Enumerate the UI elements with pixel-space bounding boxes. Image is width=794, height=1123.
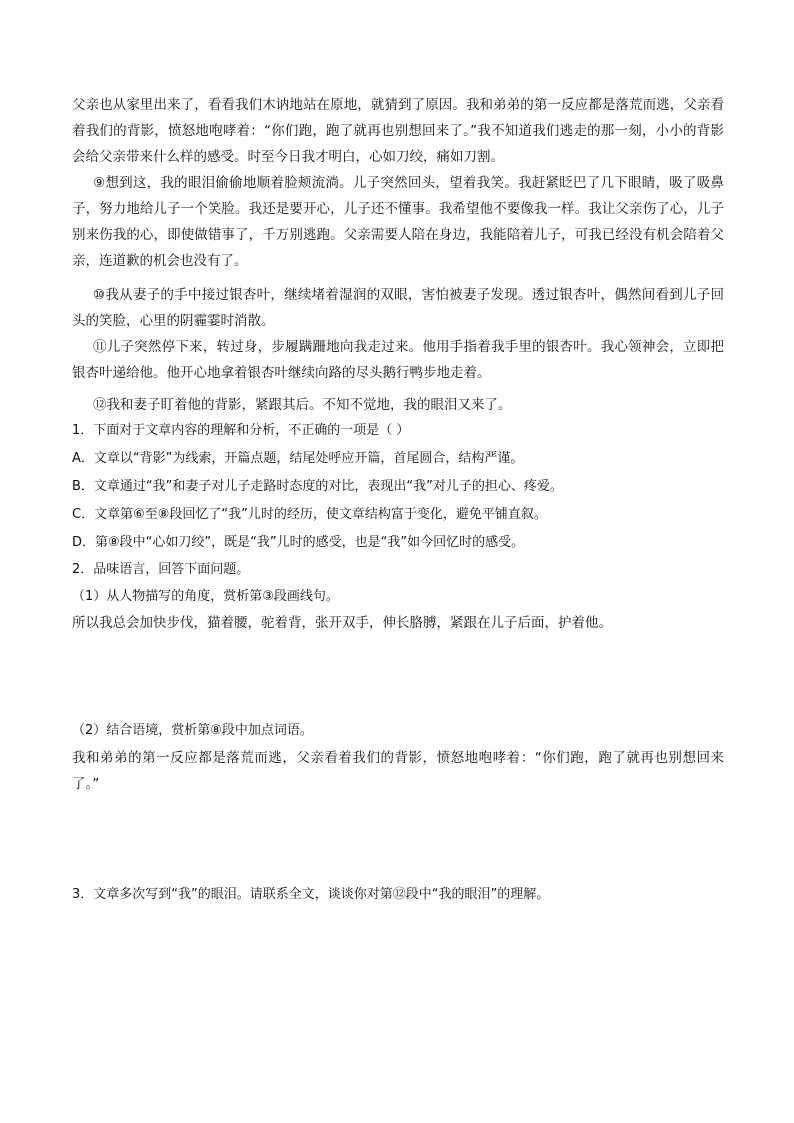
question-1-option-a: A．文章以“背影”为线索，开篇点题，结尾处呼应开篇，首尾圆合，结构严谨。 <box>72 451 524 466</box>
answer-space-3[interactable] <box>72 912 724 1062</box>
answer-space-2-2[interactable] <box>72 800 724 875</box>
question-3-stem: 3．文章多次写到“我”的眼泪。请联系全文，谈谈你对第⑫段中“我的眼泪”的理解。 <box>72 887 550 902</box>
passage-paragraph-8-continued: 父亲也从家里出来了，看看我们木讷地站在原地，就猜到了原因。我和弟弟的第一反应都是落荒而逃，父亲看着我们的背影，愤怒地咆哮着：“你们跑，跑了就再也别想回来了。”我不知道我们逃走的那一刻，小小的背影会给父亲带来什么样的感受。时至今日我才明白，心如刀绞，痛如刀割。 <box>72 97 724 165</box>
question-1-stem: 1．下面对于文章内容的理解和分析，不正确的一项是（ ） <box>72 423 410 438</box>
question-2-stem: 2．品味语言，回答下面问题。 <box>72 562 250 577</box>
question-2-sub1-stem: （1）从人物描写的角度，赏析第③段画线句。 <box>72 589 339 604</box>
question-1-option-d: D．第⑧段中“心如刀绞”，既是“我”儿时的感受，也是“我”如今回忆时的感受。 <box>72 535 525 550</box>
answer-space-2-1[interactable] <box>72 640 724 710</box>
question-1-option-c: C．文章第⑥至⑧段回忆了“我”儿时的经历，使文章结构富于变化，避免平铺直叙。 <box>72 507 547 522</box>
question-1-option-b: B．文章通过“我”和妻子对儿子走路时态度的对比，表现出“我”对儿子的担心、疼爱。 <box>72 479 563 494</box>
passage-paragraph-12: ⑫我和妻子盯着他的背影，紧跟其后。不知不觉地，我的眼泪又来了。 <box>93 397 512 413</box>
passage-paragraph-11: ⑪儿子突然停下来，转过身，步履蹒跚地向我走过来。他用手指着我手里的银杏叶。我心领神会，立即把银杏叶递给他。他开心地拿着银杏叶继续向路的尽头鹅行鸭步地走着。 <box>72 339 724 381</box>
question-2-sub2-quote: 我和弟弟的第一反应都是落荒而逃，父亲看着我们的背影，愤怒地咆哮着：“你们跑，跑了就再也别想回来了。” <box>72 750 724 792</box>
question-2-sub2-stem: （2）结合语境，赏析第⑧段中加点词语。 <box>72 723 313 738</box>
passage-paragraph-9: ⑨想到这，我的眼泪偷偷地顺着脸颊流淌。儿子突然回头，望着我笑。我赶紧眨巴了几下眼睛，吸了吸鼻子，努力地给儿子一个笑脸。我还是要开心，儿子还不懂事。我希望他不要像我一样。我让父亲伤了心，儿子别来伤我的心，即使做错事了，千万别逃跑。父亲需要人陪在身边，我能陪着儿子，可我已经没有机会陪着父亲，连道歉的机会也没有了。 <box>72 175 724 269</box>
passage-paragraph-10: ⑩我从妻子的手中接过银杏叶，继续堵着湿润的双眼，害怕被妻子发现。透过银杏叶，偶然间看到儿子回头的笑脸，心里的阴霾霎时消散。 <box>72 287 724 329</box>
question-2-sub1-quote: 所以我总会加快步伐，猫着腰，驼着背，张开双手，伸长胳膊，紧跟在儿子后面，护着他。 <box>72 615 612 631</box>
